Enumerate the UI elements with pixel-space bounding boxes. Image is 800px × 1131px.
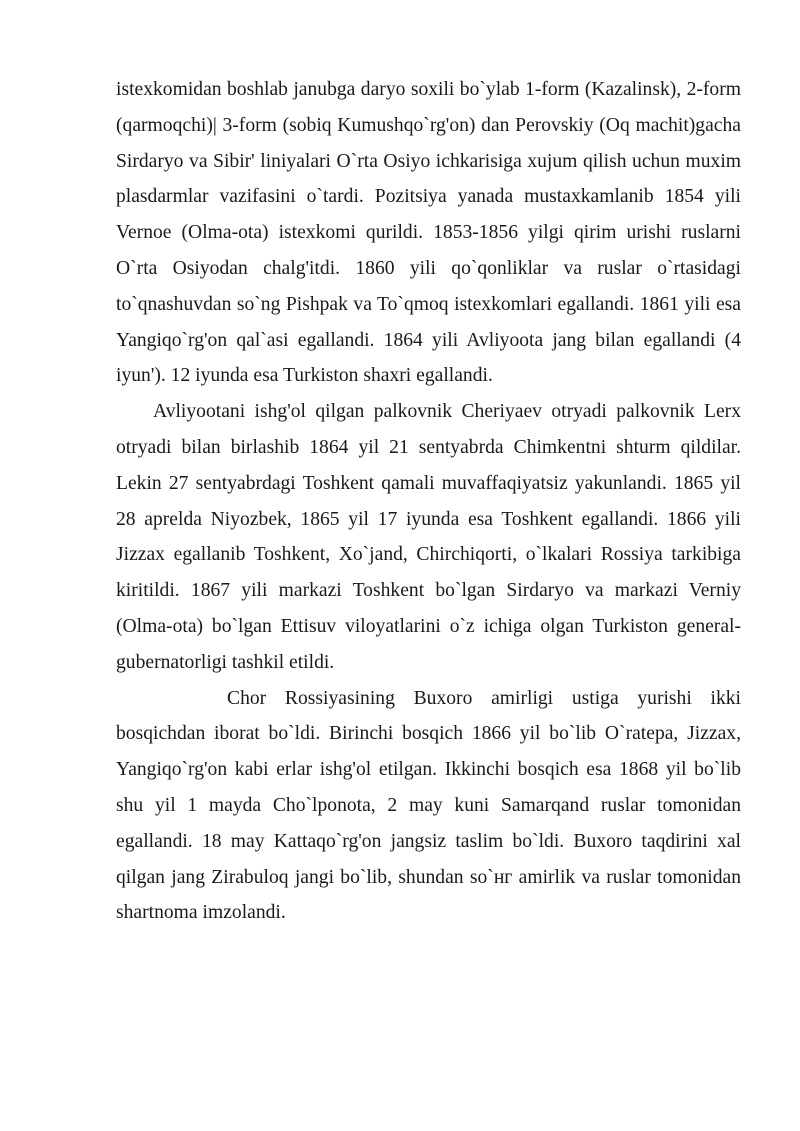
body-text: [116, 72, 741, 931]
paragraph-2: Avliyootani ishg'ol qilgan palkovnik Cheriyaev otryadi palkovnik Lerx otryadi bilan birlashib 1864 yil 21 sentyabrda Chimkentni shturm qildilar. Lekin 27 sentyabrdagi Toshkent qamali muvaffaqiyatsiz yakunlandi. 1865 yil 28 aprelda Niyozbek, 1865 yil 17 iyunda esa Toshkent egallandi. 1866 yili Jizzax egallanib Toshkent, Xo`jand, Chirchiqorti, o`lkalari Rossiya tarkibiga kiritildi. 1867 yili markazi Toshkent bo`lgan Sirdaryo va markazi Verniy (Olma-ota) bo`lgan Ettisuv viloyatlarini o`z ichiga olgan Turkiston general-gubernatorligi tashkil etildi.: [116, 401, 741, 673]
paragraph-1: istexkomidan boshlab janubga daryo soxili bo`ylab 1-form (Kazalinsk), 2-form (qarmoqchi)| 3-form (sobiq Kumushqo`rg'on) dan Perovskiy (Oq machit)gacha Sirdaryo va Sibir' liniyalari O`rta Osiyo ichkarisiga xujum qilish uchun muxim plasdarmlar vazifasini o`tardi. Pozitsiya yanada mustaxkamlanib 1854 yili Vernoe (Olma-ota) istexkomi qurildi. 1853-1856 yilgi qirim urishi ruslarni O`rta Osiyodan chalg'itdi. 1860 yili qo`qonliklar va ruslar o`rtasidagi to`qnashuvdan so`ng Pishpak va To`qmoq istexkomlari egallandi. 1861 yili esa Yangiqo`rg'on qal`asi egallandi. 1864 yili Avliyoota jang bilan egallandi (4 iyun'). 12 iyunda esa Turkiston shaxri egallandi.: [116, 79, 741, 387]
paragraph-3: Chor Rossiyasining Buxoro amirligi ustiga yurishi ikki bosqichdan iborat bo`ldi. Birinchi bosqich 1866 yil bo`lib O`ratepa, Jizzax, Yangiqo`rg'on kabi erlar ishg'ol etilgan. Ikkinchi bosqich esa 1868 yil bo`lib shu yil 1 mayda Cho`lponota, 2 may kuni Samarqand ruslar tomonidan egallandi. 18 may Kattaqo`rg'on jangsiz taslim bo`ldi. Buxoro taqdirini xal qilgan jang Zirabuloq jangi bo`lib, shundan so`нг amirlik va ruslar tomonidan shartnoma imzolandi.: [116, 687, 741, 924]
